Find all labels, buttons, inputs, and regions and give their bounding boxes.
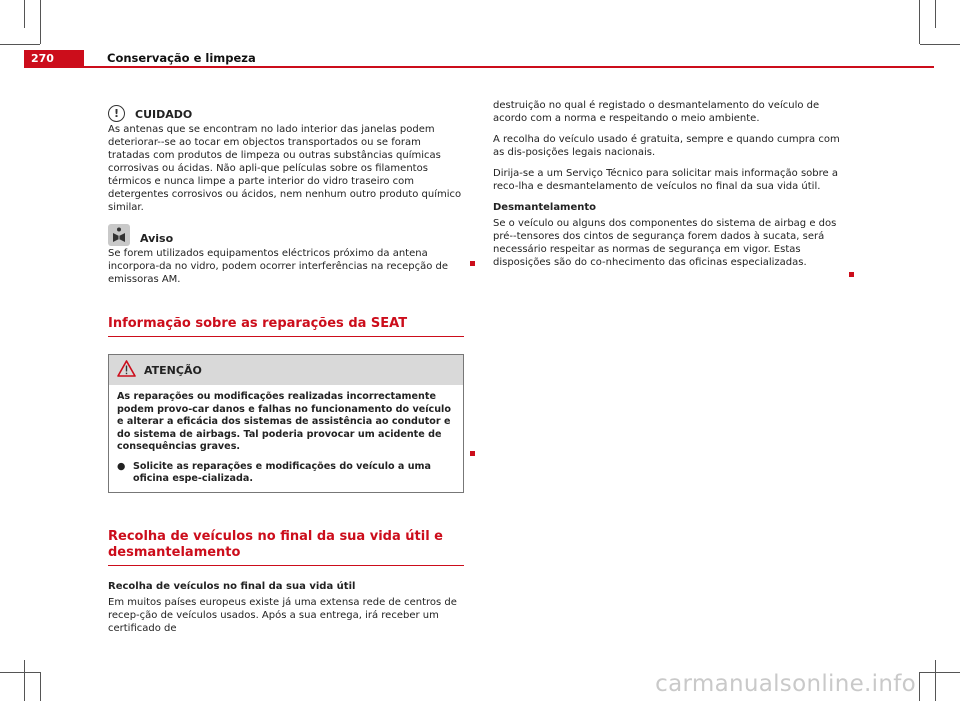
caution-title: CUIDADO [135,108,193,121]
warning-bullet-text: Solicite as reparações e modificações do veículo a uma oficina espe-cializada. [133,460,432,484]
caution-text: As antenas que se encontram no lado interior das janelas podem deteriorar--se ao tocar em objectos transportados ou se foram tratadas com produtos de limpeza ou outras substâncias químicas corrosivas ou ácidas. Não apli-que películas sobre os filamentos térmicos e nunca limpe a parte interior do vidro traseiro com detergentes corrosivos ou ácidos, nem nenhum outro produto químico similar. [108,124,462,213]
info-title: Aviso [140,232,174,245]
end-of-life-section [108,580,464,635]
caution-note [108,100,464,214]
chapter-title: Conservação e limpeza [107,51,256,65]
paragraph-certificate: destruição no qual é registado o desmantelamento do veículo de acordo com a norma e respeitando o meio ambiente. [493,100,820,124]
end-mark [470,261,475,266]
exclamation-circle-icon: ! [108,105,125,122]
warning-box-heading [109,355,463,385]
section-title-end-of-life: Recolha de veículos no final da sua vida útil e desmantelamento [108,529,464,566]
paragraph-dismantling: Se o veículo ou alguns dos componentes do sistema de airbag e dos pré--tensores dos cintos de segurança forem dados à sucata, será necessário respeitar as normas de segurança em vigor. Estas disposições são do co-nhecimento das oficinas especializadas. [493,218,837,268]
paragraph-service-center: Dirija-se a um Serviço Técnico para solicitar mais informação sobre a reco-lha e desmantelamento de veículos no final da sua vida útil. [493,168,838,192]
header-rule [84,66,934,68]
end-mark [470,451,475,456]
info-text: Se forem utilizados equipamentos eléctricos próximo da antena incorpora-da no vidro, podem ocorrer interferências na recepção de emissoras AM. [108,248,449,285]
paragraph-free-collection: A recolha do veículo usado é gratuita, sempre e quando cumpra com as dis-posições legais nacionais. [493,134,840,158]
section-title-seat-repairs: Informação sobre as reparações da SEAT [108,316,464,337]
warning-triangle-icon [117,360,136,381]
warning-body [109,385,463,492]
warning-box [108,354,464,493]
bullet-dot: ● [117,460,126,472]
left-column [108,100,464,643]
caution-note-heading [108,100,464,122]
vehicle-collection-text: Em muitos países europeus existe já uma extensa rede de centros de recep-ção de veículos usados. Após a sua entrega, irá receber um certificado de [108,596,457,634]
warning-text: As reparações ou modificações realizadas incorrectamente podem provo-car danos e falhas no funcionamento do veículo e alterar a eficácia dos sistemas de assistência ao condutor e do sistema de airbags. Tal poderia provocar um acidente de consequências graves. [117,391,451,452]
info-book-icon [108,224,130,246]
info-note-heading [108,224,464,246]
end-mark [849,272,854,277]
info-note [108,224,464,286]
right-column [493,99,853,277]
warning-title: ATENÇÃO [144,363,202,377]
watermark: carmanualsonline.info [655,671,916,697]
subheading-vehicle-collection: Recolha de veículos no final da sua vida útil [108,580,356,592]
subheading-dismantling: Desmantelamento [493,202,597,213]
page-header [24,50,934,68]
page-number: 270 [24,50,84,68]
warning-bullet [117,461,455,486]
